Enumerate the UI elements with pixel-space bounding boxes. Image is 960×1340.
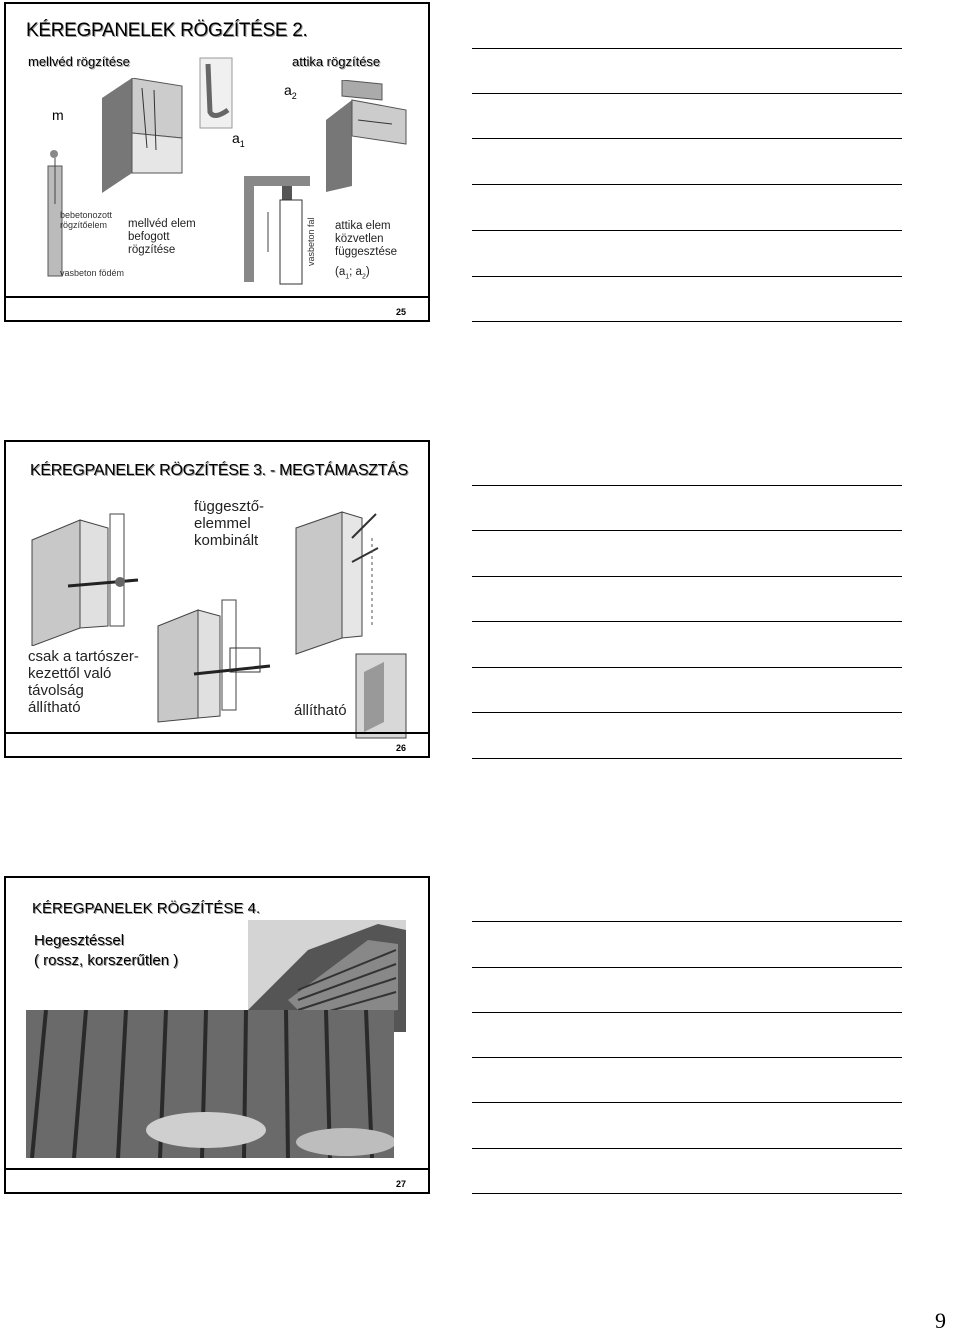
slide-25: [4, 2, 430, 322]
anchor-detail-drawing: [194, 54, 240, 134]
note-line: [472, 967, 902, 968]
note-line: [472, 276, 902, 277]
mellved-3d-drawing: [92, 78, 192, 194]
note-line: [472, 621, 902, 622]
slide-27: [4, 876, 430, 1194]
slide-title: KÉREGPANELEK RÖGZÍTÉSE 4.: [32, 900, 261, 917]
attika-caption: attika elem közvetlen függesztése: [335, 220, 398, 258]
page-number: 9: [935, 1308, 946, 1333]
note-line: [472, 184, 902, 185]
csak-caption: csak a tartószer- kezettől való távolság állítható: [28, 648, 139, 716]
weld-photo: [26, 1010, 394, 1158]
note-line: [472, 321, 902, 322]
hegesztessel-heading: Hegesztéssel: [34, 932, 125, 949]
slide-number: 27: [395, 1179, 406, 1189]
attika-3d-drawing: [322, 80, 410, 192]
fuggeszto-caption: függesztő- elemmel kombinált: [194, 498, 265, 549]
note-line: [472, 230, 902, 231]
slide-footer: [6, 296, 428, 320]
note-line: [472, 1057, 902, 1058]
panel-support-drawing-1: [28, 506, 158, 646]
note-line: [472, 1012, 902, 1013]
note-line: [472, 93, 902, 94]
slide-number: 26: [395, 743, 406, 753]
label-a2: $a_2$: [284, 82, 297, 101]
right-heading: attika rögzítése: [292, 54, 381, 69]
label-bebetonozott: bebetonozott rögzítőelem: [60, 210, 113, 230]
slide-title: KÉREGPANELEK RÖGZÍTÉSE 3. - MEGTÁMASZTÁS: [30, 462, 409, 479]
note-line: [472, 712, 902, 713]
mellved-caption: mellvéd elem befogott rögzítése: [128, 218, 196, 256]
note-line: [472, 530, 902, 531]
slide-number: 25: [395, 307, 406, 317]
label-vasbeton-fodem: vasbeton födém: [60, 268, 125, 278]
allithato-caption: állítható: [294, 702, 347, 719]
note-line: [472, 576, 902, 577]
slide-title: KÉREGPANELEK RÖGZÍTÉSE 2.: [26, 20, 308, 41]
note-line: [472, 48, 902, 49]
slide-footer: [6, 732, 428, 756]
rossz-note: ( rossz, korszerűtlen ): [34, 952, 179, 969]
note-line: [472, 667, 902, 668]
note-line: [472, 138, 902, 139]
label-vasbeton-fal: vasbeton fal: [306, 217, 316, 266]
panel-support-drawing-2: [154, 586, 284, 726]
note-line: [472, 1102, 902, 1103]
left-heading: mellvéd rögzítése: [28, 54, 130, 69]
formula-a1-a2: ($a_1$; $a_2$): [335, 266, 370, 281]
label-a1: $a_1$: [232, 130, 245, 149]
note-line: [472, 485, 902, 486]
panel-support-drawing-3: [292, 508, 388, 656]
note-line: [472, 921, 902, 922]
panel-support-drawing-4: [354, 652, 408, 740]
note-line: [472, 1193, 902, 1194]
slide-26: [4, 440, 430, 758]
note-line: [472, 1148, 902, 1149]
note-line: [472, 758, 902, 759]
slide-footer: [6, 1168, 428, 1192]
label-m: m: [52, 107, 64, 123]
